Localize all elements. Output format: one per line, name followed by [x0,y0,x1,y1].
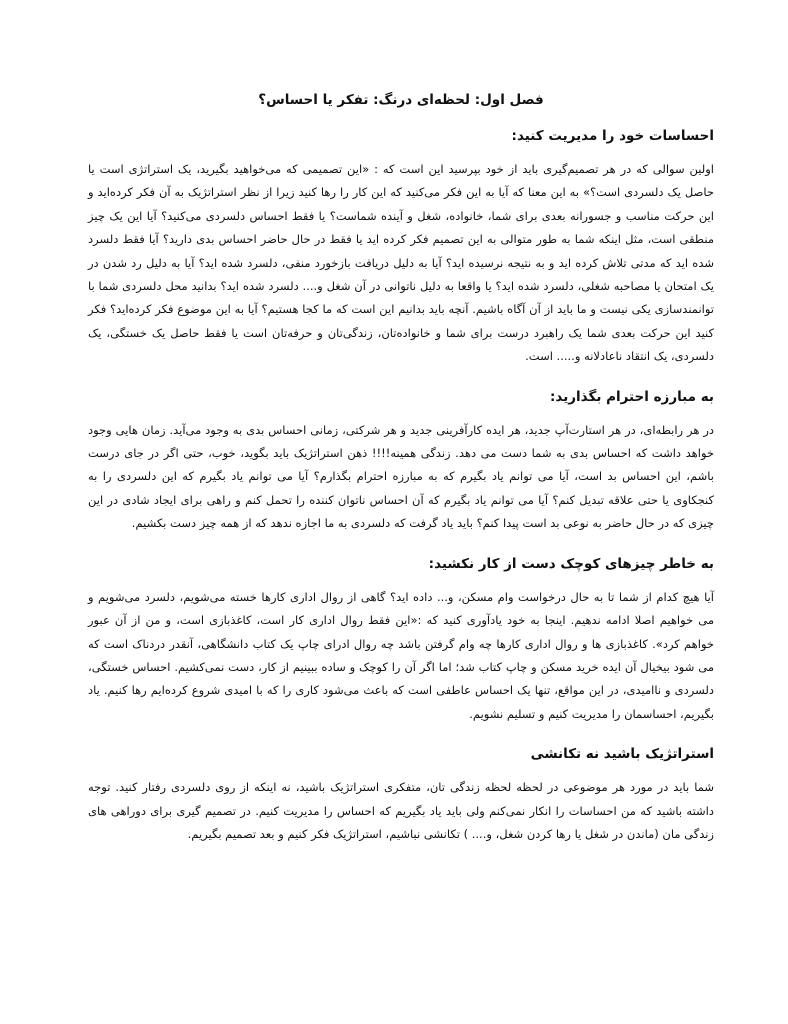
document-page [88,80,714,864]
section-paragraph: شما باید در مورد هر موضوعی در لحظه لحظه زندگی تان، متفکری استراتژیک باشید، نه اینکه از روی دلسردی رفتار کنید. توجه داشته باشید که من احساسات را انکار نمی‌کنم ولی باید یاد بگیریم که احساس را مدیریت کنیم. در تصمیم گیری برای دوراهی های زندگی مان (ماندن در شغل یا رها کردن شغل، و.... ) تکانشی نباشیم، استراتژیک فکر کنیم و بعد تصمیم بگیریم. [88,780,714,841]
section-paragraph: آیا هیچ کدام از شما تا به حال درخواست وام مسکن، و... داده اید؟ گاهی از روال اداری کارها خسته می‌شویم، دلسرد می‌شویم و می خواهیم اصلا ادامه ندهیم. اینجا به خود یادآوری کنید که :«این فقط روال اداری کار است، کاغذبازی است، و من از آن عبور خواهم کرد». کاغذبازی ها و روال اداری کارها چه وام گرفتن باشد چه روال ادرای چاپ یک کتاب دانشگاهی، آنقدر دردناک است که می شود بیخیال آن ایده خرید مسکن و چاپ کتاب شد؛ اما اگر آن را کوچک و ساده ببینیم از کار، دست نمی‌کشیم. احساس خستگی، دلسردی و ناامیدی، در این مواقع، تنها یک احساس عاطفی است که باعث می‌شود کاری را که با امیدی شروع کرده‌ایم رها کنیم. یاد بگیریم، احساسمان را مدیریت کنیم و تسلیم نشویم. [88,589,714,721]
chapter-title: فصل اول: لحظه‌ای درنگ: تفکر یا احساس؟ [258,92,544,108]
section-paragraph: در هر رابطه‌ای، در هر استارت‌آپ جدید، هر ایده کارآفرینی جدید و هر شرکتی، زمانی احساس بدی به وجود می‌آید. زمان هایی وجود خواهد داشت که احساس بدی به شما دست می دهد. زندگی همینه!!!! ذهن استراتژیک باید بگوید، خوب، حتی اگر در جای درست باشم، این احساس بد است، آیا می توانم یاد بگیرم که به مبارزه احترام بگذارم؟ آیا می توانم یاد بگیرم که این دلسردی را به کنجکاوی یا حتی علاقه تبدیل کنم؟ آیا می توانم یاد بگیرم که آن احساس ناتوان کننده را تحمل کنم و راهی برای ایجاد شادی در این چیزی که در حال حاضر به نوعی بد است پیدا کنم؟ باید یاد گرفت که دلسردی به ما اجازه ندهد که از همه چیز دست بکشیم. [88,422,714,531]
section-heading: احساسات خود را مدیریت کنید: [511,128,714,144]
section-heading: به خاطر چیزهای کوچک دست از کار نکشید: [428,555,714,572]
section-heading: استراتژیک باشید نه تکانشی [530,746,714,763]
section-heading: به مبارزه احترام بگذارید: [550,388,714,405]
section-paragraph: اولین سوالی که در هر تصمیم‌گیری باید از خود بپرسید این است که : «این تصمیمی که می‌خواهید بگیرید، یک استراتژی است یا حاصل یک دلسردی است؟» به این معنا که آیا به این فکر می‌کنید که این کار را رها کنید زیرا از نظر استراتژیک به آن فکر کرده‌اید و این حرکت مناسب و جسورانه بعدی برای شما، خانواده، شغل و آینده شماست؟ یا فقط احساس دلسردی می‌کنید؟ آیا این یک چیز منطقی است، مثل اینکه شما به طور متوالی به این تصمیم فکر کرده اید یا فقط در حال حاضر احساس بدی دارید؟ آیا فقط دلسرد شده اید که مدتی تلاش کرده اید و به نتیجه نرسیده اید؟ آیا به دلیل دریافت بازخورد منفی، دلسرد شده اید؟ آیا به دلیل رد شدن در یک امتحان یا مصاحبه شغلی، دلسرد شده اید؟ یا واقعا به دلیل ناتوانی در آن شغل و.... دلسرد شده اید؟ بدانید محل دلسردی شما با توانمندسازی یکی نیست و ما باید از آن آگاه باشیم. آنچه باید بدانیم این است که ما کجا هستیم؟ آیا به این موضوع فکر کرده‌اید؟ فکر کنید این حرکت بعدی شما یک راهبرد درست برای شما و خانواده‌تان، زندگی‌تان و حرفه‌تان است یا فقط حاصل یک خستگی، یک دلسردی، یک انتقاد ناعادلانه و..... است. [88,162,714,364]
